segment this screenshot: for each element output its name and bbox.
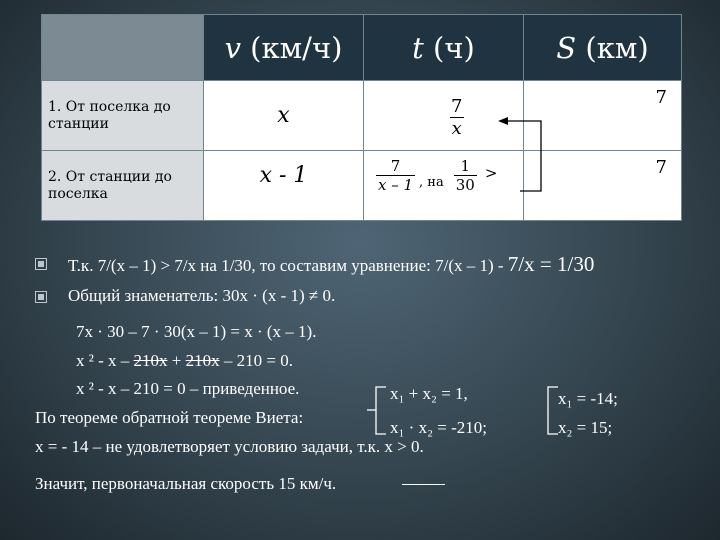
row1-time-fraction: $\frac{7}{x}$ — [451, 96, 463, 139]
row1-distance: 7 — [524, 81, 682, 151]
row1-label: 1. От поселка до станции — [42, 81, 204, 151]
vieta-product: х₁ · х₂ = -210; — [390, 418, 487, 437]
header-speed: v (км/ч) — [204, 15, 364, 81]
row2-time-connector: , на — [419, 175, 444, 190]
header-time: t (ч) — [364, 15, 524, 81]
header-distance: S (км) — [524, 15, 682, 81]
row2-distance: 7 — [524, 151, 682, 221]
solution-line-3: х ² - х – 210 = 0 – приведенное. — [76, 379, 300, 398]
reject-statement: х = - 14 – не удовлетворяет условию задачи, т.к. х > 0. — [35, 437, 424, 456]
vieta-sum: х₁ + х₂ = 1, — [390, 384, 468, 403]
vieta-label: По теореме обратной теореме Виета: — [35, 408, 304, 427]
row1-speed: x — [204, 81, 364, 151]
solution-line-1: 7х · 30 – 7 · 30(х – 1) = х · (х – 1). — [76, 322, 317, 341]
solution-line-2: х ² - х – 210х + 210х – 210 = 0. — [76, 351, 293, 370]
conclusion-underline — [402, 484, 445, 485]
bullet-denominator-text: Общий знаменатель: 30х · (х - 1) ≠ 0. — [68, 286, 336, 305]
bullet-icon — [35, 258, 47, 270]
row2-diff-fraction: $\frac{1}{30}$ — [455, 157, 475, 194]
root-1: х₁ = -14; — [558, 389, 618, 408]
row2-time-fraction: $\frac{7}{x - 1}$ — [378, 157, 414, 194]
row2-greater-sign: > — [484, 163, 498, 182]
row2-label: 2. От станции до поселка — [42, 151, 204, 221]
bullet-equation-text: Т.к. 7/(х – 1) > 7/х на 1/30, то составим уравнение: 7/(х – 1) - 7/х = 1/30 — [68, 252, 595, 276]
root-2: х₂ = 15; — [558, 418, 613, 437]
bullet-icon — [35, 291, 47, 303]
row2-speed: x - 1 — [204, 151, 364, 221]
system-brace-left — [362, 382, 390, 440]
conclusion: Значит, первоначальная скорость 15 км/ч. — [35, 474, 337, 493]
